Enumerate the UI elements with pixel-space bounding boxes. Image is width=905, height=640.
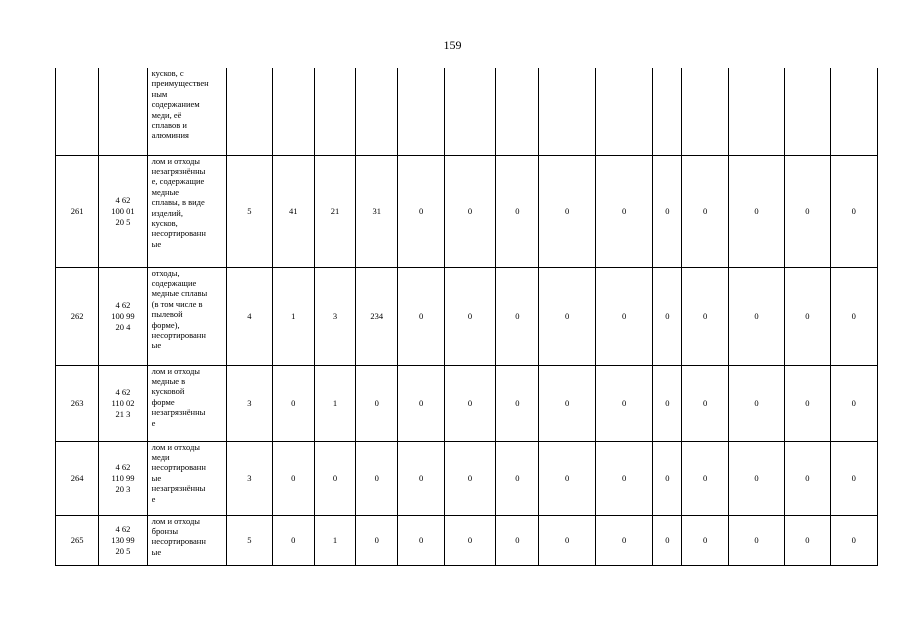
description-line: ые [151, 472, 162, 483]
description-line: незагрязнённы [151, 407, 206, 418]
waste-code-line: 20 3 [115, 483, 131, 494]
value-cell [595, 68, 652, 155]
value-cell: 0 [682, 365, 728, 441]
waste-description [147, 365, 227, 441]
value-cell: 3 [227, 365, 272, 441]
value-cell: 0 [539, 267, 595, 365]
value-cell [830, 68, 877, 155]
waste-description [147, 441, 227, 515]
description-line: ным [151, 88, 168, 99]
description-line: лом и отходы [151, 515, 200, 526]
value-cell: 0 [272, 365, 314, 441]
table-row [56, 155, 878, 267]
value-cell: 0 [728, 365, 784, 441]
value-cell: 0 [682, 441, 728, 515]
value-cell: 0 [653, 267, 682, 365]
description-line: е [151, 417, 156, 428]
waste-code-line: 20 5 [115, 216, 131, 227]
waste-code-line: 100 01 [111, 205, 135, 216]
value-cell: 0 [496, 441, 539, 515]
value-cell: 0 [830, 365, 877, 441]
value-cell: 1 [314, 515, 355, 565]
value-cell: 0 [785, 365, 830, 441]
waste-description [147, 68, 227, 155]
value-cell: 0 [539, 441, 595, 515]
waste-code-line: 4 62 [115, 461, 131, 472]
table-row [56, 515, 878, 565]
value-cell: 0 [830, 515, 877, 565]
waste-code [99, 365, 147, 441]
value-cell: 0 [398, 267, 444, 365]
description-line: ые [151, 546, 162, 557]
value-cell: 5 [227, 515, 272, 565]
value-cell: 0 [595, 267, 652, 365]
value-cell: 0 [539, 155, 595, 267]
description-line: меди [151, 451, 170, 462]
waste-code [99, 515, 147, 565]
waste-description [147, 515, 227, 565]
waste-code-line: 100 99 [111, 310, 135, 321]
description-line: ые [151, 340, 162, 351]
table-row [56, 68, 878, 155]
row-number: 262 [56, 267, 99, 365]
waste-code-line: 21 3 [115, 408, 131, 419]
value-cell [272, 68, 314, 155]
description-line: е [151, 493, 156, 504]
value-cell: 0 [785, 441, 830, 515]
value-cell [539, 68, 595, 155]
value-cell: 0 [595, 515, 652, 565]
description-line: пылевой [151, 309, 183, 320]
value-cell: 0 [444, 441, 495, 515]
value-cell: 234 [356, 267, 398, 365]
description-line: е, содержащие [151, 176, 205, 187]
row-number: 261 [56, 155, 99, 267]
description-line: медные сплавы [151, 288, 208, 299]
value-cell: 21 [314, 155, 355, 267]
description-line: бронзы [151, 525, 179, 536]
waste-code-line: 130 99 [111, 534, 135, 545]
description-line: сплавов и [151, 120, 187, 131]
description-line: лом и отходы [151, 441, 200, 452]
description-line: лом и отходы [151, 365, 200, 376]
value-cell: 0 [444, 365, 495, 441]
value-cell: 0 [595, 365, 652, 441]
waste-code [99, 267, 147, 365]
description-line: незагрязнённы [151, 483, 206, 494]
value-cell [653, 68, 682, 155]
value-cell: 0 [444, 267, 495, 365]
description-line: несортированн [151, 228, 206, 239]
value-cell: 0 [830, 267, 877, 365]
row-number [56, 68, 99, 155]
description-line: кусков, с [151, 68, 184, 78]
value-cell: 3 [314, 267, 355, 365]
description-line: содержанием [151, 99, 200, 110]
description-line: изделий, [151, 207, 183, 218]
value-cell: 0 [830, 155, 877, 267]
value-cell: 41 [272, 155, 314, 267]
value-cell: 0 [398, 365, 444, 441]
value-cell: 0 [728, 155, 784, 267]
value-cell: 0 [356, 441, 398, 515]
description-line: отходы, [151, 267, 180, 278]
row-number: 263 [56, 365, 99, 441]
value-cell [398, 68, 444, 155]
value-cell: 0 [728, 267, 784, 365]
description-line: форме [151, 396, 175, 407]
value-cell: 0 [398, 441, 444, 515]
value-cell: 0 [595, 441, 652, 515]
page-number: 159 [443, 38, 462, 52]
description-line: медные в [151, 375, 186, 386]
value-cell: 0 [653, 515, 682, 565]
description-line: алюминия [151, 130, 189, 141]
value-cell: 0 [539, 365, 595, 441]
value-cell [496, 68, 539, 155]
waste-code-line: 110 99 [111, 472, 135, 483]
value-cell: 0 [398, 515, 444, 565]
row-number: 264 [56, 441, 99, 515]
value-cell: 0 [728, 441, 784, 515]
waste-code [99, 441, 147, 515]
value-cell [444, 68, 495, 155]
value-cell: 0 [653, 365, 682, 441]
value-cell: 0 [496, 365, 539, 441]
value-cell [682, 68, 728, 155]
description-line: несортированн [151, 536, 206, 547]
description-line: преимуществен [151, 78, 209, 89]
value-cell: 0 [785, 267, 830, 365]
description-line: содержащие [151, 277, 197, 288]
value-cell: 1 [272, 267, 314, 365]
value-cell: 0 [653, 155, 682, 267]
waste-description [147, 155, 227, 267]
value-cell [227, 68, 272, 155]
value-cell: 0 [682, 515, 728, 565]
value-cell: 1 [314, 365, 355, 441]
value-cell: 0 [496, 515, 539, 565]
value-cell: 0 [728, 515, 784, 565]
waste-code [99, 155, 147, 267]
value-cell: 0 [356, 365, 398, 441]
value-cell: 31 [356, 155, 398, 267]
value-cell: 0 [830, 441, 877, 515]
description-line: несортированн [151, 329, 206, 340]
waste-code [99, 68, 147, 155]
value-cell [314, 68, 355, 155]
description-line: сплавы, в виде [151, 197, 205, 208]
waste-code-line: 4 62 [115, 386, 131, 397]
value-cell: 0 [496, 267, 539, 365]
value-cell: 3 [227, 441, 272, 515]
value-cell: 0 [595, 155, 652, 267]
value-cell: 0 [314, 441, 355, 515]
description-line: кусковой [151, 386, 185, 397]
value-cell: 0 [785, 155, 830, 267]
description-line: (в том числе в [151, 298, 203, 309]
description-line: лом и отходы [151, 155, 200, 166]
value-cell: 0 [653, 441, 682, 515]
value-cell: 0 [682, 267, 728, 365]
waste-code-line: 20 5 [115, 545, 131, 556]
table-row [56, 365, 878, 441]
description-line: меди, её [151, 109, 182, 120]
value-cell: 0 [272, 515, 314, 565]
table-row [56, 441, 878, 515]
description-line: несортированн [151, 462, 206, 473]
value-cell: 0 [539, 515, 595, 565]
description-line: незагрязнённы [151, 165, 206, 176]
value-cell: 0 [444, 515, 495, 565]
value-cell: 0 [496, 155, 539, 267]
value-cell: 5 [227, 155, 272, 267]
value-cell [728, 68, 784, 155]
waste-code-line: 20 4 [115, 321, 131, 332]
waste-code-line: 4 62 [115, 194, 131, 205]
value-cell: 0 [356, 515, 398, 565]
value-cell: 0 [398, 155, 444, 267]
description-line: кусков, [151, 217, 178, 228]
waste-description [147, 267, 227, 365]
waste-code-line: 4 62 [115, 523, 131, 534]
value-cell: 0 [272, 441, 314, 515]
value-cell [356, 68, 398, 155]
value-cell: 0 [444, 155, 495, 267]
value-cell: 0 [785, 515, 830, 565]
description-line: медные [151, 186, 180, 197]
waste-code-line: 110 02 [111, 397, 135, 408]
description-line: форме), [151, 319, 180, 330]
table-row [56, 267, 878, 365]
waste-table [55, 68, 878, 566]
waste-code-line: 4 62 [115, 299, 131, 310]
description-line: ые [151, 238, 162, 249]
value-cell: 4 [227, 267, 272, 365]
value-cell: 0 [682, 155, 728, 267]
value-cell [785, 68, 830, 155]
row-number: 265 [56, 515, 99, 565]
